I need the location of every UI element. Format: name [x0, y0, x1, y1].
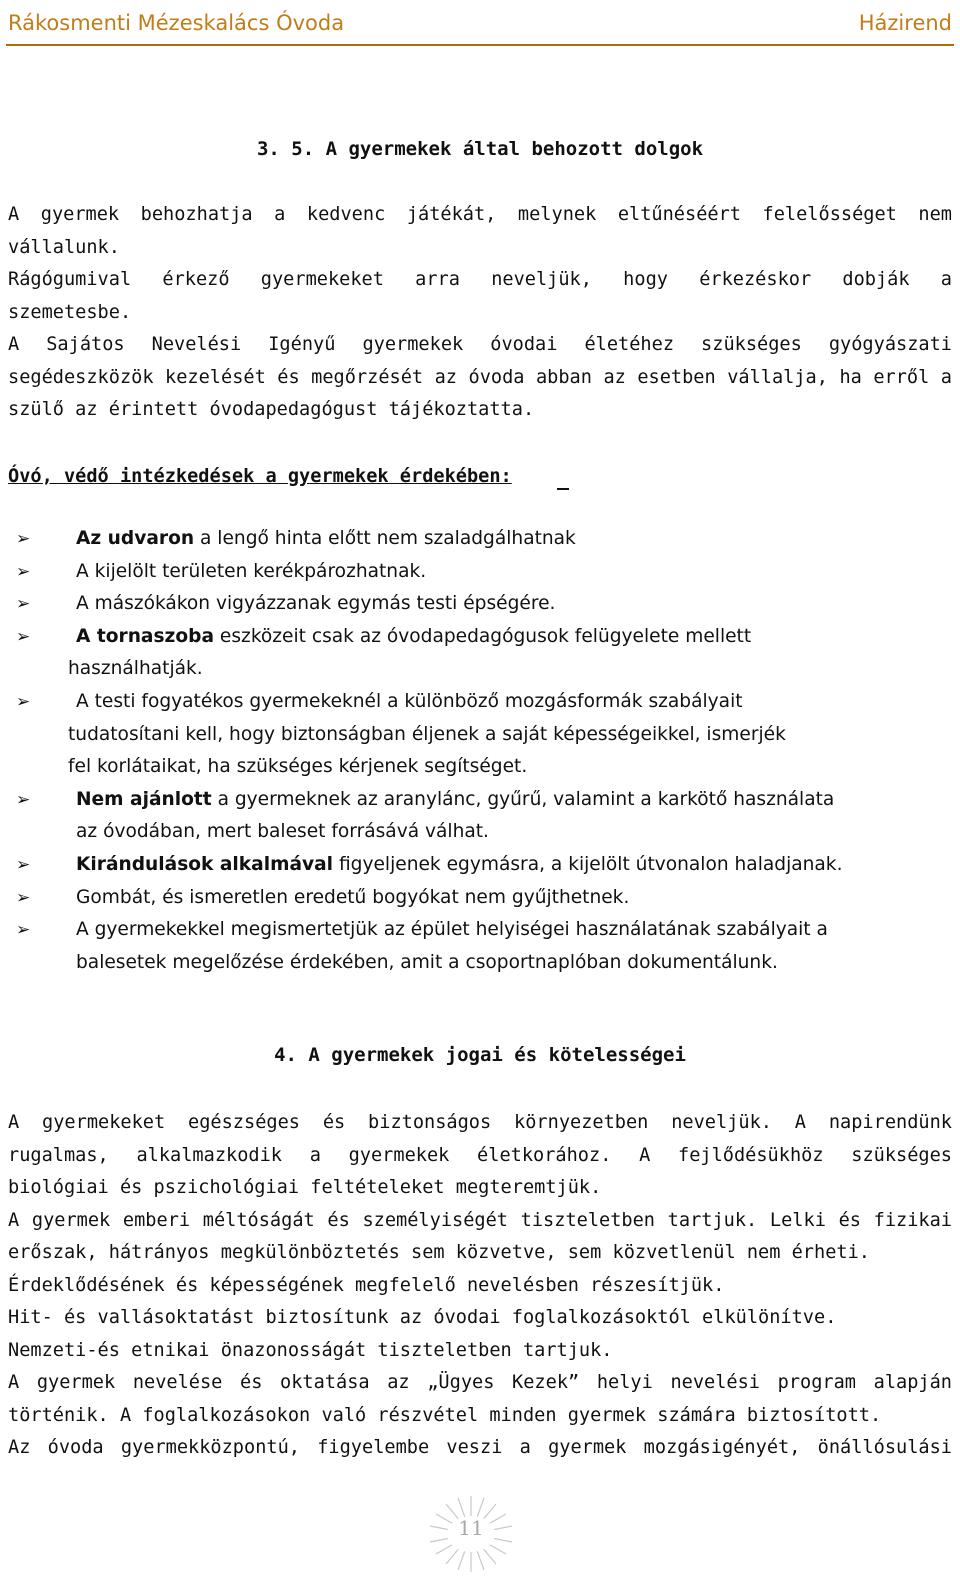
safety-measures-subheading: Óvó, védő intézkedések a gyermekek érdekében: — [8, 466, 512, 487]
paragraph-line: szemetesbe. — [8, 301, 132, 323]
paragraph-line: Nemzeti-és etnikai önazonosságát tiszteletben tartjuk. — [8, 1339, 613, 1361]
list-item-continuation: fel korlátaikat, ha szükséges kérjenek segítséget. — [68, 756, 528, 778]
paragraph-line: A Sajátos Nevelési Igényű gyermekek óvodai életéhez szükséges gyógyászati — [8, 334, 952, 355]
list-item — [8, 556, 952, 589]
page-number: 11 — [458, 1516, 484, 1540]
section-4-body — [8, 1107, 952, 1465]
paragraph-line: erőszak, hátrányos megkülönböztetés sem közvetve, sem közvetlenül nem érheti. — [8, 1242, 870, 1263]
paragraph-line: A gyermekeket egészséges és biztonságos környezetben neveljük. A napirendünk — [8, 1112, 952, 1133]
arrow-bullet-icon: ➢ — [16, 789, 31, 810]
list-item-text: A kijelölt területen kerékpározhatnak. — [76, 560, 427, 582]
paragraph-line: történik. A foglalkozásokon való részvétel minden gyermek számára biztosított. — [8, 1404, 882, 1426]
section-4-heading: 4. A gyermekek jogai és kötelességei — [274, 1044, 686, 1066]
section-3-5-heading: 3. 5. A gyermekek által behozott dolgok — [256, 138, 704, 160]
list-item-continuation: használhatják. — [68, 658, 203, 680]
header-rule — [6, 44, 954, 46]
list-item — [8, 523, 952, 556]
list-item-bold: Nem ajánlott — [76, 788, 212, 810]
list-item-bold: Kirándulások alkalmával — [76, 853, 334, 875]
paragraph-line: szülő az érintett óvodapedagógust tájékoztatta. — [8, 399, 535, 420]
header-school-name: Rákosmenti Mézeskalács Óvoda — [8, 11, 345, 35]
list-item-text: A gyermekekkel megismertetjük az épület helyiségei használatának szabályait a — [76, 919, 828, 941]
paragraph-line: Rágógumival érkező gyermekeket arra neveljük, hogy érkezéskor dobják a — [8, 269, 952, 290]
list-item-continuation: az óvodában, mert baleset forrásává válhat. — [76, 821, 489, 843]
arrow-bullet-icon: ➢ — [16, 887, 31, 908]
list-item — [8, 621, 952, 686]
list-item-text: Gombát, és ismeretlen eredetű bogyókat nem gyűjthetnek. — [76, 886, 630, 908]
list-item-text: a lengő hinta előtt nem szaladgálhatnak — [194, 528, 576, 549]
paragraph-line: biológiai és pszichológiai feltételeket megteremtjük. — [8, 1177, 602, 1198]
arrow-bullet-icon: ➢ — [16, 561, 31, 582]
arrow-bullet-icon: ➢ — [16, 594, 31, 615]
list-item-bold: Az udvaron — [76, 528, 195, 549]
list-item-text: A testi fogyatékos gyermekeknél a különböző mozgásformák szabályait — [76, 690, 743, 712]
paragraph-line: Az óvoda gyermekközpontú, figyelembe veszi a gyermek mozgásigényét, önállósulási — [8, 1437, 952, 1458]
arrow-bullet-icon: ➢ — [16, 691, 31, 712]
list-item-text: a gyermeknek az aranylánc, gyűrű, valamint a karkötő használata — [211, 788, 835, 810]
section-3-5-body — [8, 199, 952, 427]
list-item — [8, 849, 952, 882]
header-document-title: Házirend — [858, 11, 952, 35]
subheading-underline-tail — [557, 488, 569, 490]
list-item — [8, 784, 952, 849]
paragraph-line: Érdeklődésének és képességének megfelelő nevelésben részesítjük. — [8, 1274, 725, 1296]
arrow-bullet-icon: ➢ — [16, 920, 31, 941]
list-item — [8, 914, 952, 979]
list-item — [8, 588, 952, 621]
page-header — [8, 6, 952, 40]
list-item-text: figyeljenek egymásra, a kijelölt útvonalon haladjanak. — [333, 853, 843, 875]
paragraph-line: Hit- és vallásoktatást biztosítunk az óvodai foglalkozásoktól elkülönítve. — [8, 1307, 837, 1328]
paragraph-line: rugalmas, alkalmazkodik a gyermekek életkorához. A fejlődésükhöz szükséges — [8, 1144, 952, 1166]
paragraph-line: A gyermek emberi méltóságát és személyiségét tiszteletben tartjuk. Lelki és fizikai — [8, 1209, 952, 1231]
arrow-bullet-icon: ➢ — [16, 626, 31, 647]
list-item — [8, 882, 952, 915]
page-number-badge — [428, 1494, 514, 1574]
safety-measures-list — [8, 523, 952, 979]
list-item-text: eszközeit csak az óvodapedagógusok felügyelete mellett — [214, 625, 752, 647]
list-item-continuation: tudatosítani kell, hogy biztonságban éljenek a saját képességeikkel, ismerjék — [68, 723, 786, 745]
list-item — [8, 686, 952, 784]
list-item-bold: A tornaszoba — [76, 625, 215, 647]
paragraph-line: A gyermek nevelése és oktatása az „Ügyes Kezek” helyi nevelési program alapján — [8, 1372, 952, 1393]
paragraph-line: segédeszközök kezelését és megőrzését az óvoda abban az esetben vállalja, ha erről a — [8, 366, 952, 388]
paragraph-line: A gyermek behozhatja a kedvenc játékát, melynek eltűnéséért felelősséget nem — [8, 204, 952, 225]
arrow-bullet-icon: ➢ — [16, 854, 31, 875]
paragraph-line: vállalunk. — [8, 236, 120, 258]
list-item-text: A mászókákon vigyázzanak egymás testi épségére. — [76, 593, 556, 615]
arrow-bullet-icon: ➢ — [16, 529, 31, 549]
list-item-continuation: balesetek megelőzése érdekében, amit a csoportnaplóban dokumentálunk. — [76, 951, 778, 973]
